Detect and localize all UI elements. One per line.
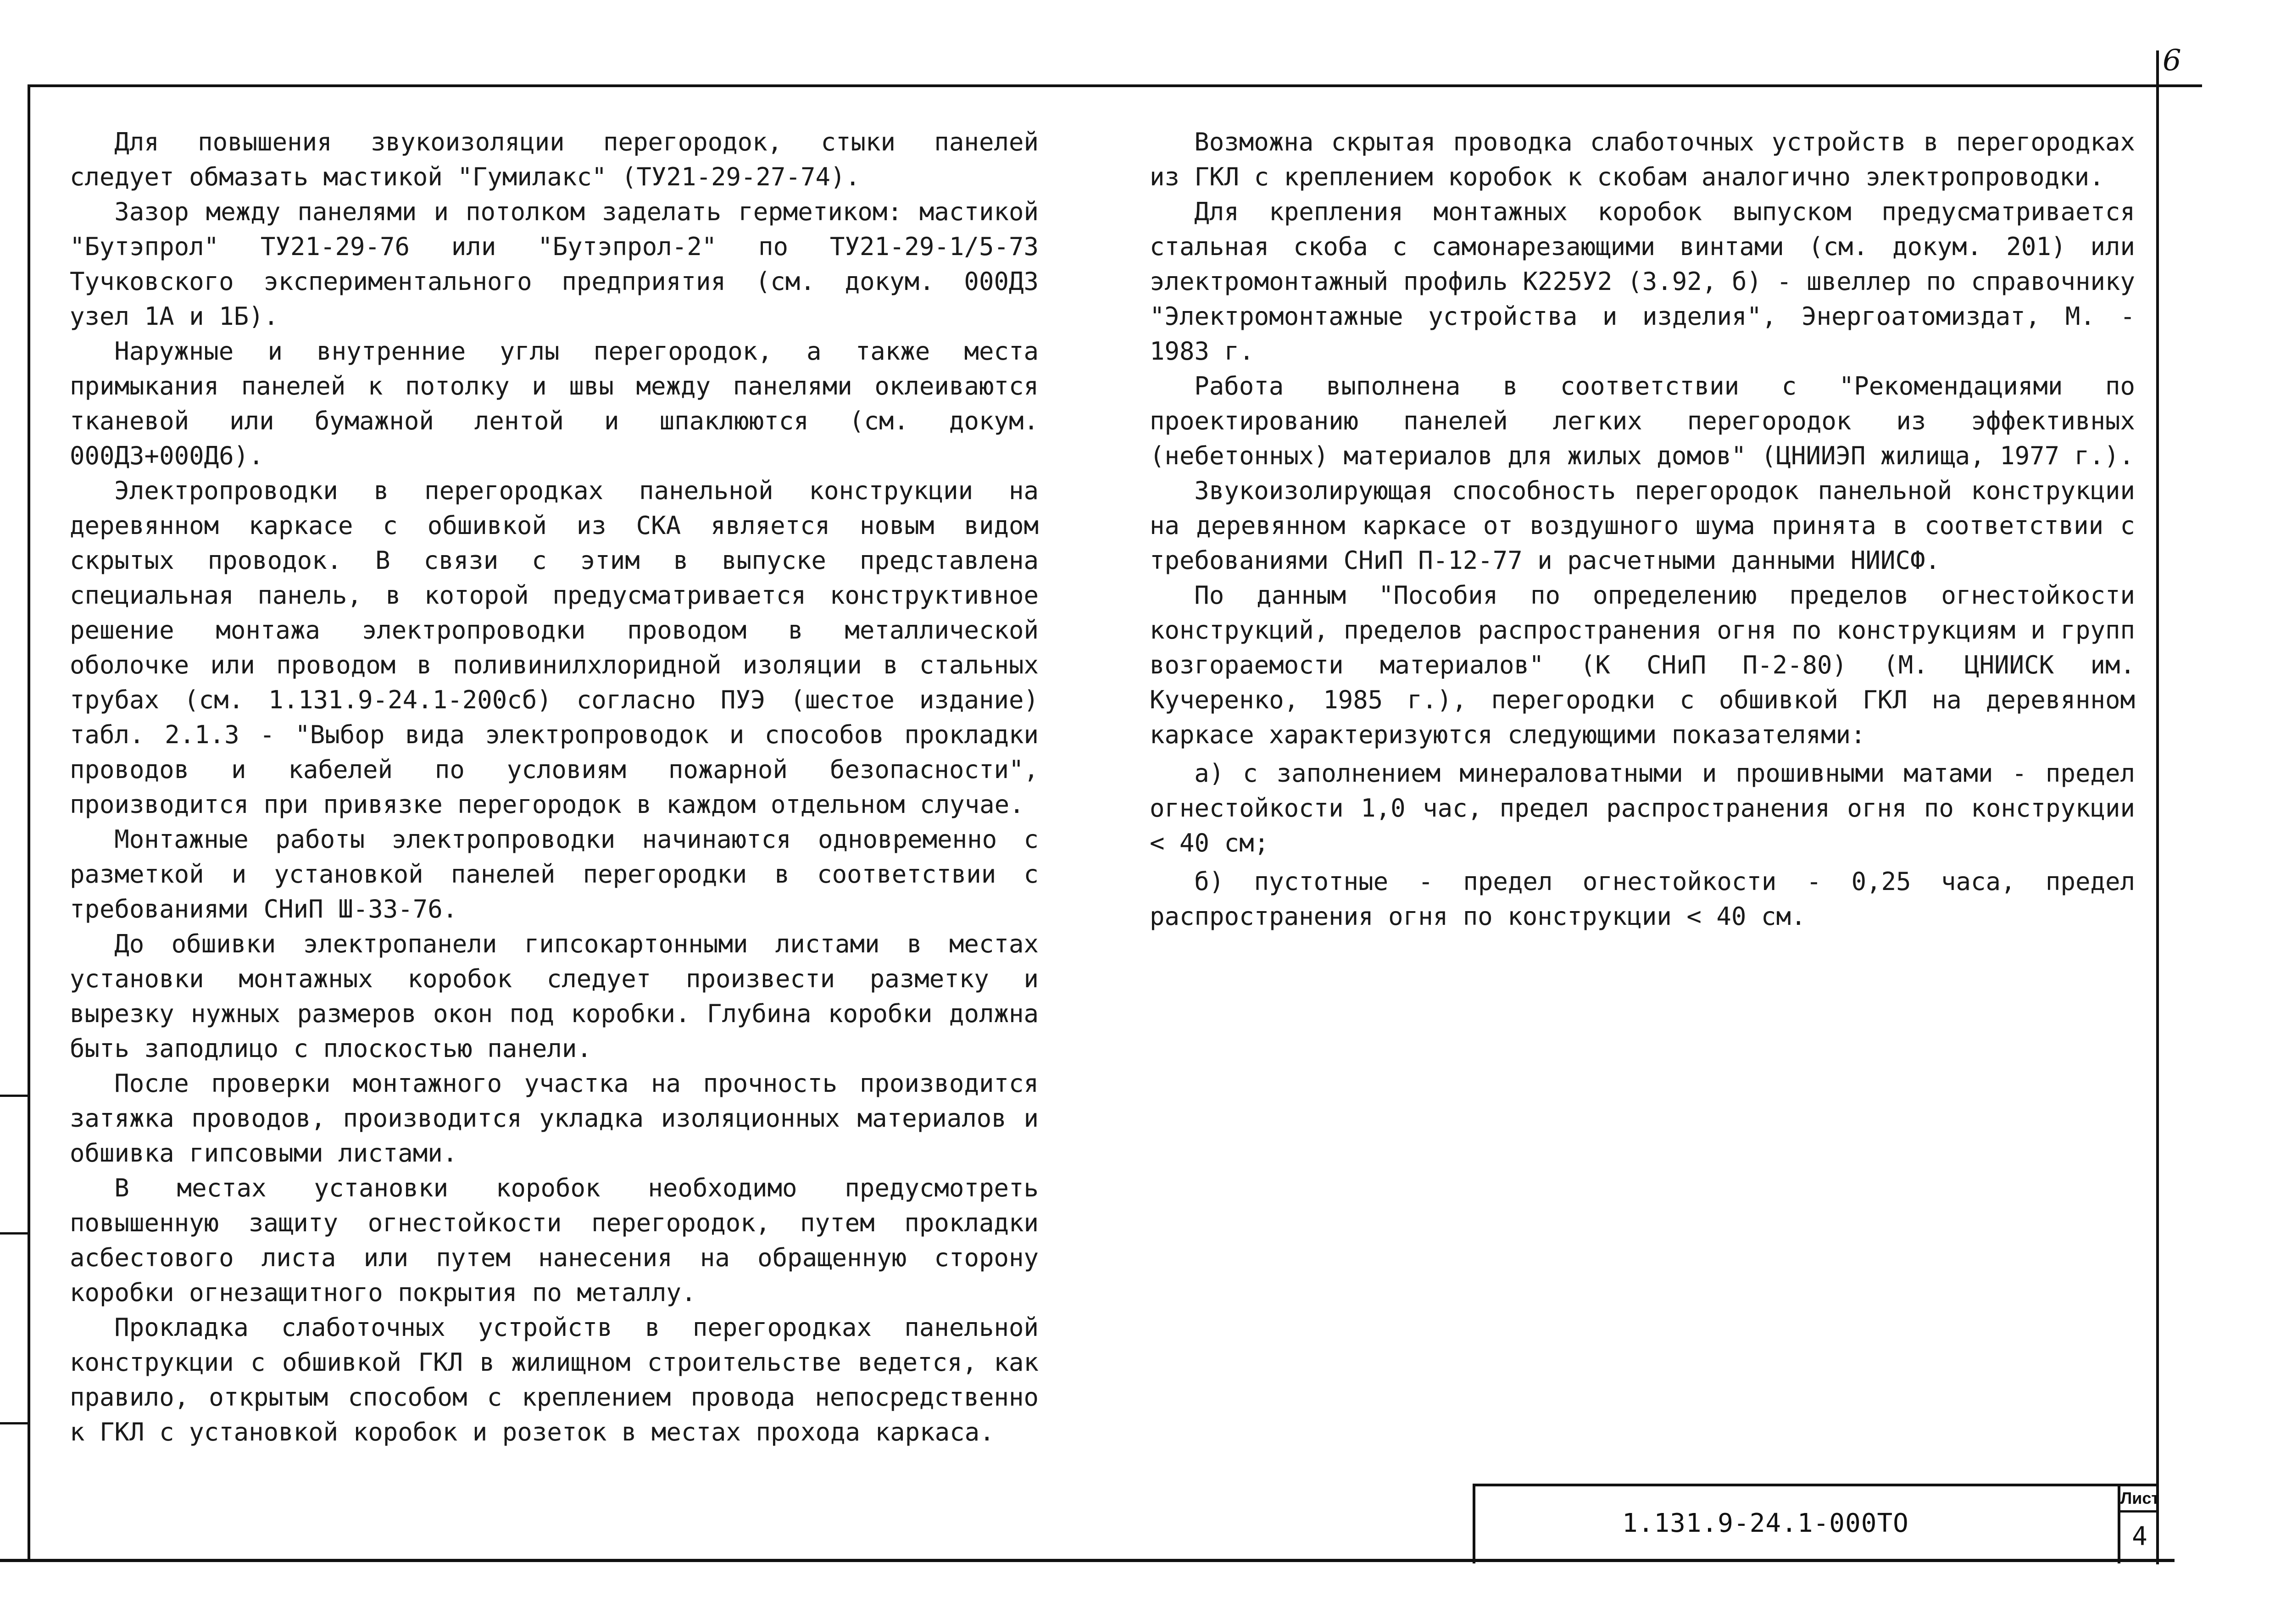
sheet-box bbox=[2118, 1486, 2162, 1563]
list-item: б) пустотные - предел огнестойкости - 0,25 часа, предел распространения огня по конструкции < 40 см. bbox=[1150, 867, 2135, 931]
paragraph: До обшивки электропанели гипсокартонными листами в местах установки монтажных коробок следует произвести разметку и вырезку нужных размеров окон под коробки. Глубина коробки должна быть заподлицо с плоскостью панели. bbox=[70, 929, 1039, 1063]
corner-page-number: 6 bbox=[2163, 44, 2181, 78]
document-code: 1.131.9-24.1-000ТО bbox=[1622, 1508, 1909, 1538]
paragraph: После проверки монтажного участка на прочность производится затяжка проводов, производится укладка изоляционных материалов и обшивка гипсовыми листами. bbox=[70, 1069, 1039, 1168]
paragraph: По данным "Пособия по определению пределов огнестойкости конструкций, пределов распространения огня по конструкциям и групп возгораемости материалов" (К СНиП П-2-80) (М. ЦНИИСК им. Кучеренко, 1985 г.), перегородки с обшивкой ГКЛ на деревянном каркасе характеризуются следующими показателями: bbox=[1150, 581, 2135, 749]
frame-right-line bbox=[2156, 50, 2159, 1564]
paragraph: Работа выполнена в соответствии с "Рекомендациями по проектированию панелей легких перегородок из эффективных (небетонных) материалов для жилых домов" (ЦНИИЭП жилища, 1977 г.). bbox=[1150, 372, 2135, 470]
paragraph: Для крепления монтажных коробок выпуском предусматривается стальная скоба с самонарезающими винтами (см. докум. 201) или электромонтажный профиль К225У2 (3.92, б) - швеллер по справочнику "Электромонтажные устройства и изделия", Энергоатомиздат, М. - 1983 г. bbox=[1150, 197, 2135, 366]
title-block bbox=[1473, 1484, 2159, 1563]
paragraph: Прокладка слаботочных устройств в перегородках панельной конструкции с обшивкой ГКЛ в жилищном строительстве ведется, как правило, открытым способом с креплением провода непосредственно к ГКЛ с установкой коробок и розеток в местах прохода каркаса. bbox=[70, 1313, 1039, 1446]
paragraph: Электропроводки в перегородках панельной конструкции на деревянном каркасе с обшивкой из СКА является новым видом скрытых проводок. В связи с этим в выпуске представлена специальная панель, в которой предусматривается конструктивное решение монтажа электропроводки проводом в металлической оболочке или проводом в поливинилхлоридной изоляции в стальных трубах (см. 1.131.9-24.1-200сб) согласно ПУЭ (шестое издание) табл. 2.1.3 - "Выбор вида электропроводок и способов прокладки проводов и кабелей по условиям пожарной безопасности", производится при привязке перегородок в каждом отдельном случае. bbox=[70, 476, 1039, 819]
binding-mark bbox=[0, 1422, 28, 1424]
right-text-column bbox=[1150, 125, 2135, 934]
left-text-column bbox=[70, 125, 1039, 1450]
sheet-label: Лист bbox=[2120, 1486, 2159, 1513]
frame-top-line bbox=[28, 84, 2202, 87]
paragraph: Звукоизолирующая способность перегородок панельной конструкции на деревянном каркасе от воздушного шума принята в соответствии с требованиями СНиП П-12-77 и расчетными данными НИИСФ. bbox=[1150, 476, 2135, 575]
paragraph: Для повышения звукоизоляции перегородок, стыки панелей следует обмазать мастикой "Гумилакс" (ТУ21-29-27-74). bbox=[70, 128, 1039, 191]
paragraph: В местах установки коробок необходимо предусмотреть повышенную защиту огнестойкости перегородок, путем прокладки асбестового листа или путем нанесения на обращенную сторону коробки огнезащитного покрытия по металлу. bbox=[70, 1174, 1039, 1307]
sheet-number: 4 bbox=[2132, 1522, 2147, 1552]
binding-mark bbox=[0, 1095, 28, 1097]
paragraph: Возможна скрытая проводка слаботочных устройств в перегородках из ГКЛ с креплением коробок к скобам аналогично электропроводки. bbox=[1150, 128, 2135, 191]
paragraph: Монтажные работы электропроводки начинаются одновременно с разметкой и установкой панелей перегородки в соответствии с требованиями СНиП Ш-33-76. bbox=[70, 825, 1039, 923]
paragraph: Зазор между панелями и потолком заделать герметиком: мастикой "Бутэпрол" ТУ21-29-76 или "Бутэпрол-2" по ТУ21-29-1/5-73 Тучковского экспериментального предприятия (см. докум. 000Д3 узел 1А и 1Б). bbox=[70, 197, 1039, 331]
frame-left-line bbox=[28, 84, 30, 1562]
paragraph: Наружные и внутренние углы перегородок, а также места примыкания панелей к потолку и швы между панелями оклеиваются тканевой или бумажной лентой и шпаклюются (см. докум. 000Д3+000Д6). bbox=[70, 337, 1039, 470]
binding-mark bbox=[0, 1232, 28, 1235]
list-item: а) с заполнением минераловатными и прошивными матами - предел огнестойкости 1,0 час, предел распространения огня по конструкции < 40 см; bbox=[1150, 759, 2135, 857]
